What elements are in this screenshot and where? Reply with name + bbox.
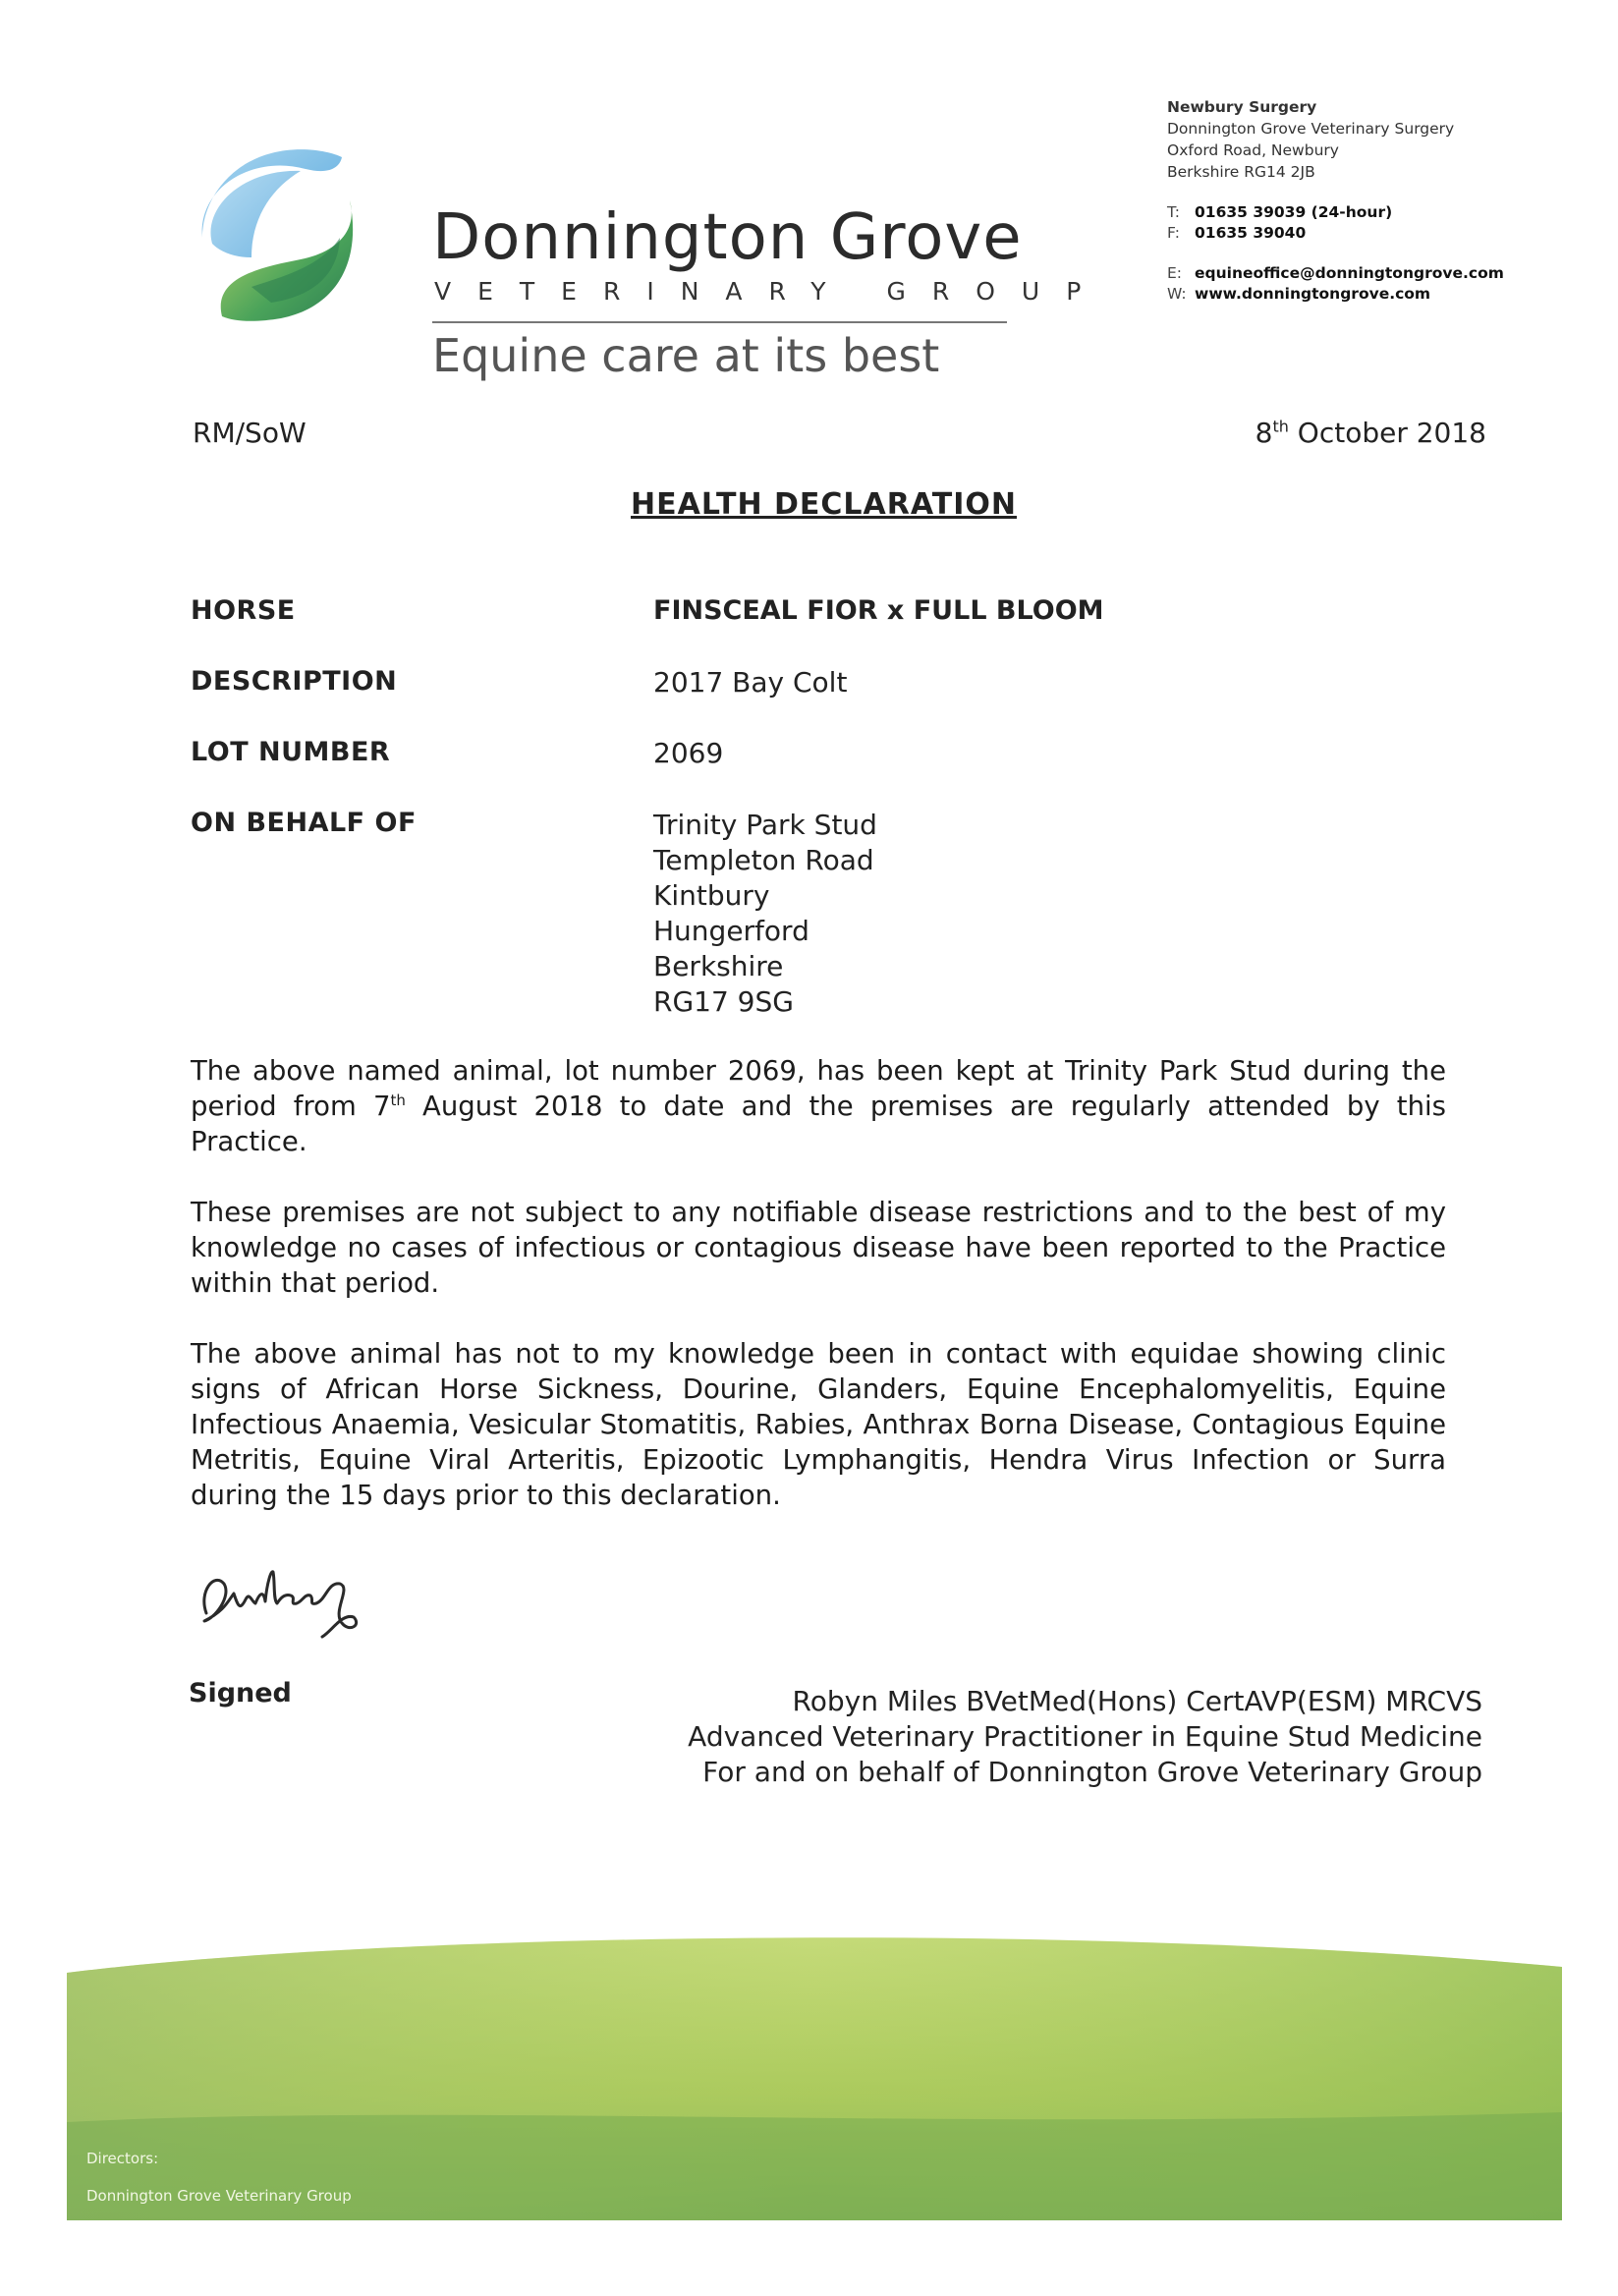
paragraph-text: The above named animal, lot number 2069, has been kept at Trinity Park Stud during the period from 7	[191, 1055, 1446, 1122]
signer-organisation: For and on behalf of Donnington Grove Veterinary Group	[702, 1756, 1482, 1788]
phone-number: 01635 39039 (24-hour)	[1195, 203, 1393, 221]
declaration-paragraph-3: The above animal has not to my knowledge been in contact with equidae showing clinic signs of African Horse Sickness, Dourine, Glanders, Equine Encephalomyelitis, Equine Infectious Anaemia, Vesicular Stomatitis, Rabies, Anthrax Borna Disease, Contagious Equine Metritis, Equine Viral Arteritis, Epizootic Lymphangitis, Hendra Virus Infection or Surra during the 15 days prior to this declaration.	[191, 1338, 1446, 1511]
horse-label: HORSE	[191, 595, 296, 626]
signer-name: Robyn Miles BVetMed(Hons) CertAVP(ESM) MRCVS	[792, 1685, 1482, 1717]
behalf-address-line: Berkshire	[653, 950, 784, 982]
fax-row	[1167, 223, 1504, 244]
email-row	[1167, 263, 1504, 284]
behalf-address-line: Kintbury	[653, 879, 770, 912]
letter-date	[1255, 417, 1486, 449]
footer-banner	[67, 1926, 1562, 2220]
website-label: W:	[1167, 285, 1187, 303]
document-title: HEALTH DECLARATION	[631, 487, 1017, 522]
phone-row	[1167, 202, 1504, 223]
brand-name: Donnington Grove	[432, 201, 1023, 274]
horse-value: FINSCEAL FIOR x FULL BLOOM	[653, 595, 1104, 626]
address-line: Donnington Grove Veterinary Surgery	[1167, 120, 1455, 138]
date-suffix: th	[1272, 417, 1289, 436]
date-day: 8	[1255, 417, 1273, 449]
signer-title: Advanced Veterinary Practitioner in Equine Stud Medicine	[688, 1720, 1482, 1753]
email-address[interactable]: equineoffice@donningtongrove.com	[1195, 264, 1504, 282]
declaration-paragraph-1	[191, 1053, 1446, 1159]
brand-tagline: Equine care at its best	[432, 329, 940, 382]
declaration-paragraph-2: These premises are not subject to any notifiable disease restrictions and to the best of my knowledge no cases of infectious or contagious disease have been reported to the Practice within that period.	[191, 1197, 1446, 1299]
phone-label: T:	[1167, 203, 1180, 221]
behalf-address-line: Trinity Park Stud	[653, 809, 877, 841]
behalf-address-line: RG17 9SG	[653, 985, 794, 1018]
fax-number: 01635 39040	[1195, 224, 1307, 242]
practice-address	[1167, 96, 1454, 183]
on-behalf-of-label: ON BEHALF OF	[191, 808, 417, 838]
practice-contacts	[1167, 202, 1504, 305]
ordinal-suffix: th	[390, 1091, 406, 1109]
lot-number-value: 2069	[653, 737, 724, 769]
address-line: Berkshire RG14 2JB	[1167, 163, 1315, 181]
handwritten-signature	[195, 1542, 411, 1651]
brand-subtitle: VETERINARY GROUP	[434, 277, 1108, 306]
date-rest: October 2018	[1288, 417, 1486, 449]
email-label: E:	[1167, 264, 1183, 282]
address-line: Oxford Road, Newbury	[1167, 141, 1339, 159]
behalf-address-line: Hungerford	[653, 915, 809, 947]
description-value: 2017 Bay Colt	[653, 666, 848, 699]
behalf-address-line: Templeton Road	[653, 844, 874, 876]
footer-company-text: Donnington Grove Veterinary Group	[86, 2187, 352, 2205]
description-label: DESCRIPTION	[191, 666, 398, 697]
paragraph-text: August 2018 to date and the premises are regularly attended by this Practice.	[191, 1091, 1446, 1157]
on-behalf-of-address	[653, 808, 877, 1020]
address-line: Newbury Surgery	[1167, 98, 1317, 116]
logo-icon	[193, 149, 360, 322]
footer-directors-text: Directors:	[86, 2150, 159, 2167]
website-link[interactable]: www.donningtongrove.com	[1195, 285, 1431, 303]
fax-label: F:	[1167, 224, 1180, 242]
brand-divider	[432, 321, 1007, 323]
signed-label: Signed	[189, 1678, 292, 1708]
website-row	[1167, 284, 1504, 305]
document-title-wrap	[0, 487, 1618, 522]
reference-code: RM/SoW	[193, 417, 307, 449]
lot-number-label: LOT NUMBER	[191, 737, 391, 767]
signer-block	[688, 1684, 1482, 1790]
